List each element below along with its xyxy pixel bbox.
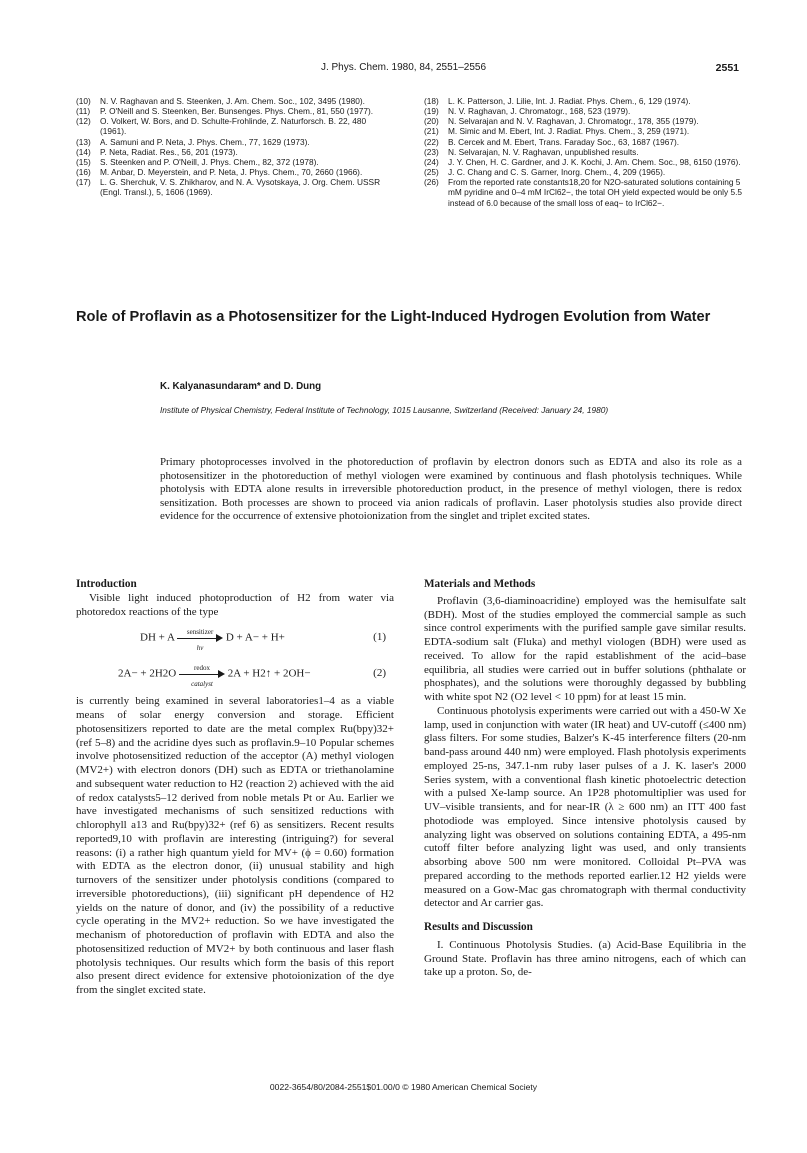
reference-number: (14)	[76, 146, 91, 157]
eq1-right: D + A− + H+	[225, 631, 285, 644]
reference-text: N. Selvarajan and N. V. Raghavan, J. Chromatogr., 178, 355 (1979).	[448, 116, 699, 127]
equation-2	[76, 659, 394, 689]
reference-text: B. Cercek and M. Ebert, Trans. Faraday Soc., 63, 1687 (1967).	[448, 136, 680, 147]
reference-item	[76, 106, 394, 116]
reference-item	[424, 157, 746, 167]
reference-item	[424, 147, 746, 157]
reference-number: (10)	[76, 96, 91, 106]
reference-text: P. Neta, Radiat. Res., 56, 201 (1973).	[100, 146, 238, 157]
abstract: Primary photoprocesses involved in the photoreduction of proflavin by electron donors such as EDTA and also its role as a photosensitizer in the photoreduction of methyl viologen were examined by continuous and flash photolysis techniques. While photolysis with EDTA alone results in irreversible photoreduction product, in the presence of methyl viologen, there is redox sensitization. Both processes are shown to proceed via anion radicals of proflavin. Laser photolysis studies also provide direct evidence for the occurrence of extensive photoionization from the singlet and triplet excited states.	[160, 456, 742, 523]
reference-number: (13)	[76, 136, 91, 147]
eq1-arrow-label: sensitizer	[186, 628, 214, 637]
eq2-left: 2A− + 2H2O	[118, 667, 177, 680]
reference-text: O. Volkert, W. Bors, and D. Schulte-Frohlinde, Z. Naturforsch. B. 22, 480 (1961).	[100, 116, 367, 137]
reference-number: (15)	[76, 156, 91, 167]
reference-text: N. Selvarajan, N. V. Raghavan, unpublished results.	[448, 146, 639, 157]
results-paragraph-1: I. Continuous Photolysis Studies. (a) Acid-Base Equilibria in the Ground State. Proflavin has three amino nitrogens, each of which can take up a proton. So, de-	[424, 938, 746, 979]
reference-text: J. C. Chang and C. S. Garner, Inorg. Chem., 4, 209 (1965).	[448, 167, 666, 178]
eq1-left: DH + A	[140, 631, 175, 644]
reference-text: S. Steenken and P. O'Neill, J. Phys. Chem., 82, 372 (1978).	[100, 156, 319, 167]
methods-paragraph-1: Proflavin (3,6-diaminoacridine) employed was the hemisulfate salt (BDH). Most of the studies employed the commercial sample as such since control experiments with the purified sample gave similar results. EDTA-sodium salt (Fluka) and methyl viologen (BDH) were used as received. To allow for the rapid establishment of the acid–base equilibria, all studies were carried out in buffer solutions (phthalate or phosphates), and the solutions were thoroughly degassed by bubbling with white spot N2 (O2 level < 10 ppm) for at least 15 min.	[424, 594, 746, 703]
reference-number: (21)	[424, 126, 439, 137]
copyright-footer: 0022-3654/80/2084-2551$01.00/0 © 1980 American Chemical Society	[269, 1082, 538, 1092]
reference-text: A. Samuni and P. Neta, J. Phys. Chem., 77, 1629 (1973).	[100, 136, 310, 147]
reference-text: N. V. Raghavan, J. Chromatogr., 168, 523 (1979).	[448, 106, 631, 117]
section-heading-results: Results and Discussion	[424, 921, 533, 933]
reference-number: (22)	[424, 136, 439, 147]
section-heading-introduction: Introduction	[76, 578, 137, 590]
eq2-right: 2A + H2↑ + 2OH−	[227, 667, 311, 680]
reference-item	[76, 177, 394, 197]
reference-item	[424, 116, 746, 126]
reference-number: (24)	[424, 156, 439, 167]
reference-item	[424, 126, 746, 136]
paper-title: Role of Proflavin as a Photosensitizer for the Light-Induced Hydrogen Evolution from Water	[76, 309, 711, 325]
reference-item	[424, 167, 746, 177]
section-heading-methods: Materials and Methods	[424, 578, 536, 590]
reference-item	[76, 167, 394, 177]
reference-number: (12)	[76, 116, 91, 127]
reference-number: (11)	[76, 106, 91, 117]
reference-number: (19)	[424, 106, 439, 117]
reference-number: (25)	[424, 167, 439, 178]
equation-number: (1)	[373, 631, 386, 644]
reference-item	[76, 116, 394, 136]
references-right-column	[424, 96, 746, 208]
equation-number: (2)	[373, 667, 386, 680]
intro-paragraph-1: Visible light induced photoproduction of H2 from water via photoredox reactions of the type	[76, 591, 394, 618]
journal-citation: J. Phys. Chem. 1980, 84, 2551–2556	[320, 62, 487, 73]
reference-item	[424, 106, 746, 116]
reference-number: (26)	[424, 177, 439, 188]
reference-text: L. K. Patterson, J. Lilie, Int. J. Radiat. Phys. Chem., 6, 129 (1974).	[448, 96, 691, 106]
page-number: 2551	[715, 62, 739, 74]
reference-item	[76, 147, 394, 157]
reference-text: From the reported rate constants18,20 for N2O-saturated solutions containing 5 mM pyridine and 0–4 mM IrCl62−, the total OH yield expected would be only 5.5 instead of 6.0 because of the small loss of eaq− to IrCl62−.	[448, 177, 743, 208]
intro-paragraph-2: is currently being examined in several laboratories1–4 as a viable means of solar energy conversion and storage. Efficient photosensitizers reported to date are the metal complex Ru(bpy)32+ (ref 5–8) and the acridine dyes such as proflavin.9–10 Popular schemes involve photosensitized reduction of the acceptor (A) methyl viologen (MV2+) with electron donors (DH) such as EDTA or triethanolamine and subsequent water reduction to H2 (reaction 2) achieved with the aid of redox catalysts5–12 derived from noble metals Pt or Au. Earlier we have investigated mechanisms of such sensitized reductions with chlorophyll a13 and Ru(bpy)32+ (ref 6) as sensitizers. Recent results reported9,10 with proflavin are interesting (intriguing?) for several reasons: (i) a rather high quantum yield for MV+ (ϕ = 0.60) formation with EDTA as the electron donor, (ii) unusual stability and high turnovers of the sensitizer under photolysis conditions (compared to irreversible photoreductions), (iii) significant pH dependence of H2 yields on the nature of donor, and (iv) the possibility of a reductive cycle operating in the MV2+ reduction. So we have investigated the mechanism of photoreduction of proflavin with EDTA and also the photosensitized reduction of MV2+ by both continuous and laser flash photolysis techniques. Our results which form the basis of this report also present direct evidence for extensive photoionization of the dye from the singlet excited state.	[76, 695, 394, 996]
reference-item	[76, 157, 394, 167]
reference-number: (16)	[76, 167, 91, 178]
references-left-column	[76, 96, 394, 198]
reference-text: J. Y. Chen, H. C. Gardner, and J. K. Kochi, J. Am. Chem. Soc., 98, 6150 (1976).	[448, 156, 741, 167]
reference-item	[76, 137, 394, 147]
reference-text: M. Simic and M. Ebert, Int. J. Radiat. Phys. Chem., 3, 259 (1971).	[448, 126, 690, 137]
author-list: K. Kalyanasundaram* and D. Dung	[160, 381, 322, 392]
running-header	[0, 62, 807, 78]
reference-text: N. V. Raghavan and S. Steenken, J. Am. Chem. Soc., 102, 3495 (1980).	[100, 96, 365, 106]
reference-text: P. O'Neill and S. Steenken, Ber. Bunsenges. Phys. Chem., 81, 550 (1977).	[100, 106, 374, 117]
eq2-arrow-label: redox	[194, 664, 210, 673]
equation-1	[76, 623, 394, 653]
right-column	[424, 578, 746, 980]
reference-number: (17)	[76, 177, 91, 188]
reference-item	[76, 96, 394, 106]
left-column	[76, 578, 394, 998]
reference-item	[424, 177, 746, 207]
eq2-arrow-sublabel: catalyst	[191, 680, 213, 689]
reference-number: (18)	[424, 96, 439, 106]
reference-number: (23)	[424, 146, 439, 157]
reaction-arrow-icon	[177, 628, 223, 653]
author-affiliation: Institute of Physical Chemistry, Federal Institute of Technology, 1015 Lausanne, Switzerland (Received: January 24, 1980)	[160, 405, 609, 415]
eq1-arrow-sublabel: hν	[196, 644, 204, 653]
methods-paragraph-2: Continuous photolysis experiments were carried out with a 450-W Xe lamp, used in conjunction with water (IR heat) and UV-cutoff (≤400 nm) glass filters. For some studies, Balzer's K-45 interference filters (20-nm band-pass around 440 nm) were employed. Flash photolysis experiments employed 25-ns, 347.1-nm ruby laser pulses of a J. K. laser's 2000 Series system, with a conventional flash kinetic photoelectric detection with a pulsed Xe-lamp source. An 1P28 photomultiplier was used for UV–visible transients, and for near-IR (λ ≥ 600 nm) an ITT 400 fast photodiode was employed. Since intensive photolysis caused by analyzing light was observed on solutions containing EDTA, a 495-nm cutoff filter before analyzing light was used, and only transients absorbing above 500 nm were monitored. Colloidal Pt–PVA was prepared according to the methods reported earlier.12 H2 yields were measured on a Gow-Mac gas chromatograph with thermal conductivity detector and Ar carrier gas.	[424, 704, 746, 910]
reference-text: M. Anbar, D. Meyerstein, and P. Neta, J. Phys. Chem., 70, 2660 (1966).	[100, 167, 363, 178]
reference-item	[424, 96, 746, 106]
reaction-arrow-icon	[179, 664, 225, 689]
reference-text: L. G. Sherchuk, V. S. Zhikharov, and N. A. Vysotskaya, J. Org. Chem. USSR (Engl. Transl.), 5, 1606 (1969).	[100, 177, 381, 198]
reference-item	[424, 137, 746, 147]
reference-number: (20)	[424, 116, 439, 127]
